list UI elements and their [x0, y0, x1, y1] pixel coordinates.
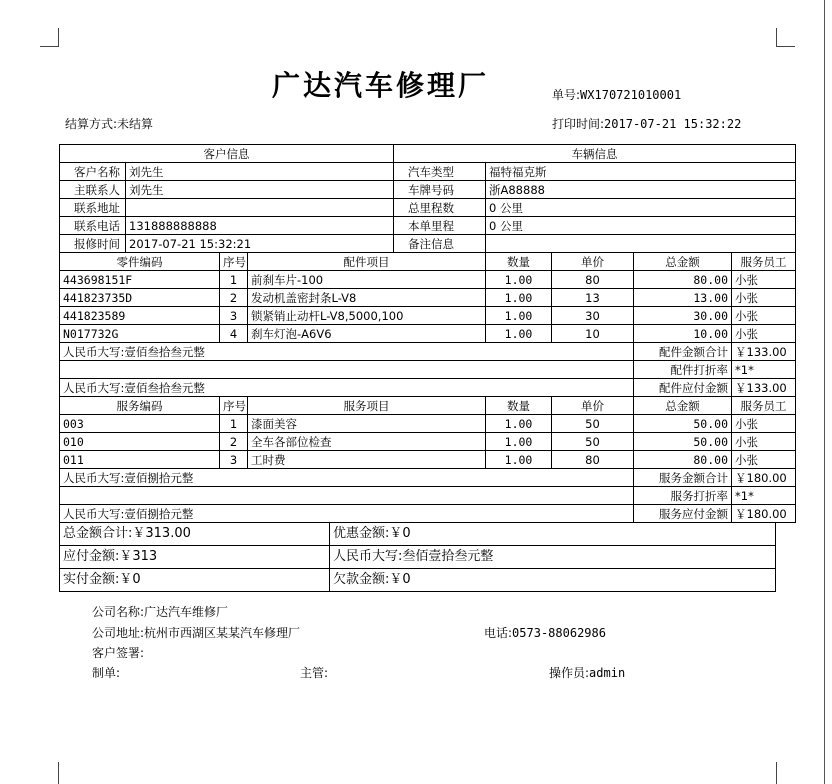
vehicle-field-value: 福特福克斯: [486, 163, 796, 181]
summary-payable-value: ￥313: [119, 549, 158, 564]
parts-discount-blank: [60, 361, 634, 379]
item-unit-price: 50: [552, 415, 634, 433]
vehicle-field-value: 0 公里: [486, 217, 796, 235]
item-code: 011: [60, 451, 220, 469]
company-phone: 电话:0573-88062986: [484, 626, 606, 640]
item-code: 441823735D: [60, 289, 220, 307]
services-total-value: ￥180.00: [732, 469, 796, 487]
services-discount-value: *1*: [732, 487, 796, 505]
services-header-item: 服务项目: [248, 397, 486, 415]
crop-mark-tr-v: [776, 28, 777, 47]
services-due-label: 服务应付金额: [634, 505, 732, 523]
parts-due-row: [60, 379, 796, 397]
item-number: 1: [220, 271, 248, 289]
services-header-staff: 服务员工: [732, 397, 796, 415]
item-number: 2: [220, 433, 248, 451]
vehicle-info-header: 车辆信息: [394, 145, 796, 163]
item-unit-price: 10: [552, 325, 634, 343]
settlement-method: [65, 115, 153, 132]
parts-header-item: 配件项目: [248, 253, 486, 271]
summary-total-value: ￥313.00: [132, 526, 191, 541]
item-code: 441823589: [60, 307, 220, 325]
services-header-no: 序号: [220, 397, 248, 415]
summary-cn-amount: 人民币大写:叁佰壹拾叁元整: [330, 546, 776, 569]
item-total: 50.00: [634, 433, 732, 451]
parts-due-label: 配件应付金额: [634, 379, 732, 397]
item-unit-price: 80: [552, 451, 634, 469]
customer-field-value: 131888888888: [126, 217, 394, 235]
table-row: [60, 433, 796, 451]
page-title: 广达汽车修理厂: [272, 69, 490, 102]
item-code: 010: [60, 433, 220, 451]
info-row: [60, 199, 796, 217]
services-total-label: 服务金额合计: [634, 469, 732, 487]
item-quantity: 1.00: [486, 307, 552, 325]
summary-row-2: [60, 546, 776, 569]
customer-field-label: 报修时间: [60, 235, 126, 253]
info-row: [60, 181, 796, 199]
item-code: 003: [60, 415, 220, 433]
item-number: 3: [220, 307, 248, 325]
table-row: [60, 415, 796, 433]
services-cn-amount: 人民币大写:壹佰捌拾元整: [60, 469, 634, 487]
item-staff: 小张: [732, 433, 796, 451]
summary-row-3: [60, 569, 776, 592]
info-header-row: [60, 145, 796, 163]
customer-field-value: [126, 199, 394, 217]
parts-header-no: 序号: [220, 253, 248, 271]
parts-cn-amount: 人民币大写:壹佰叁拾叁元整: [60, 343, 634, 361]
vehicle-field-label: 总里程数: [394, 199, 486, 217]
customer-field-value: 2017-07-21 15:32:21: [126, 235, 394, 253]
services-due-row: [60, 505, 796, 523]
page-edge: [824, 0, 825, 784]
table-row: [60, 307, 796, 325]
vehicle-field-label: 备注信息: [394, 235, 486, 253]
crop-mark-tl-h: [40, 46, 59, 47]
repair-order-table: [59, 144, 796, 523]
maker-label: 制单:: [92, 666, 121, 680]
summary-discount: 优惠金额:￥0: [330, 523, 776, 546]
parts-due-cn-amount: 人民币大写:壹佰叁拾叁元整: [60, 379, 634, 397]
info-row: [60, 217, 796, 235]
parts-total-value: ￥133.00: [732, 343, 796, 361]
item-unit-price: 50: [552, 433, 634, 451]
item-total: 80.00: [634, 451, 732, 469]
item-number: 4: [220, 325, 248, 343]
settlement-label: 结算方式:: [65, 117, 118, 131]
item-staff: 小张: [732, 289, 796, 307]
table-row: [60, 271, 796, 289]
info-rows: [60, 163, 796, 253]
parts-discount-value: *1*: [732, 361, 796, 379]
table-row: [60, 451, 796, 469]
customer-signature-label: 客户签署:: [92, 646, 145, 660]
item-number: 3: [220, 451, 248, 469]
company-address-value: 杭州市西湖区某某汽车修理厂: [144, 626, 301, 640]
table-row: [60, 325, 796, 343]
crop-mark-bl-v: [58, 762, 59, 784]
item-code: 443698151F: [60, 271, 220, 289]
company-name: 公司名称:广达汽车维修厂: [92, 605, 229, 619]
item-staff: 小张: [732, 325, 796, 343]
item-unit-price: 13: [552, 289, 634, 307]
summary-cn-value: 叁佰壹拾叁元整: [402, 549, 494, 564]
item-number: 1: [220, 415, 248, 433]
item-total: 50.00: [634, 415, 732, 433]
item-unit-price: 30: [552, 307, 634, 325]
vehicle-field-value: [486, 235, 796, 253]
item-name: 全车各部位检查: [248, 433, 486, 451]
item-quantity: 1.00: [486, 451, 552, 469]
parts-total-label: 配件金额合计: [634, 343, 732, 361]
services-rows: [60, 415, 796, 469]
summary-paid-value: ￥0: [119, 572, 141, 587]
parts-header-staff: 服务员工: [732, 253, 796, 271]
print-time-label: 打印时间:: [552, 117, 605, 131]
vehicle-field-value: 浙A88888: [486, 181, 796, 199]
services-header-total: 总金额: [634, 397, 732, 415]
services-discount-label: 服务打折率: [634, 487, 732, 505]
info-row: [60, 163, 796, 181]
services-due-cn-amount: 人民币大写:壹佰捌拾元整: [60, 505, 634, 523]
vehicle-field-label: 车牌号码: [394, 181, 486, 199]
item-number: 2: [220, 289, 248, 307]
company-phone-value: 0573-88062986: [512, 626, 606, 640]
item-total: 10.00: [634, 325, 732, 343]
customer-field-label: 联系地址: [60, 199, 126, 217]
summary-paid: 实付金额:￥0: [60, 569, 330, 592]
crop-mark-br-v: [776, 762, 777, 784]
item-staff: 小张: [732, 307, 796, 325]
summary-owed-value: ￥0: [389, 572, 411, 587]
item-total: 80.00: [634, 271, 732, 289]
item-quantity: 1.00: [486, 433, 552, 451]
item-quantity: 1.00: [486, 415, 552, 433]
services-header-row: [60, 397, 796, 415]
item-total: 13.00: [634, 289, 732, 307]
item-staff: 小张: [732, 415, 796, 433]
services-discount-blank: [60, 487, 634, 505]
services-header-price: 单价: [552, 397, 634, 415]
parts-discount-row: [60, 361, 796, 379]
parts-header-row: [60, 253, 796, 271]
summary-payable: 应付金额:￥313: [60, 546, 330, 569]
customer-field-label: 客户名称: [60, 163, 126, 181]
vehicle-field-label: 汽车类型: [394, 163, 486, 181]
parts-discount-label: 配件打折率: [634, 361, 732, 379]
item-name: 刹车灯泡-A6V6: [248, 325, 486, 343]
supervisor-label: 主管:: [300, 666, 329, 680]
parts-total-row: [60, 343, 796, 361]
services-due-value: ￥180.00: [732, 505, 796, 523]
company-address: 公司地址:杭州市西湖区某某汽车修理厂: [92, 626, 301, 640]
item-code: N017732G: [60, 325, 220, 343]
item-name: 前刹车片-100: [248, 271, 486, 289]
summary-discount-value: ￥0: [389, 526, 411, 541]
customer-field-value: 刘先生: [126, 181, 394, 199]
services-discount-row: [60, 487, 796, 505]
info-row: [60, 235, 796, 253]
item-unit-price: 80: [552, 271, 634, 289]
operator-value: admin: [589, 666, 626, 680]
customer-field-label: 主联系人: [60, 181, 126, 199]
summary-total: 总金额合计:￥313.00: [60, 523, 330, 546]
parts-header-price: 单价: [552, 253, 634, 271]
order-number-label: 单号:: [552, 88, 581, 102]
customer-field-value: 刘先生: [126, 163, 394, 181]
services-total-row: [60, 469, 796, 487]
parts-rows: [60, 271, 796, 343]
customer-field-label: 联系电话: [60, 217, 126, 235]
item-name: 发动机盖密封条L-V8: [248, 289, 486, 307]
order-number-value: WX170721010001: [580, 88, 682, 102]
table-row: [60, 289, 796, 307]
operator: 操作员:admin: [549, 666, 626, 680]
summary-row-1: [60, 523, 776, 546]
order-number: [552, 86, 681, 103]
item-staff: 小张: [732, 271, 796, 289]
summary-table: [59, 522, 776, 592]
customer-info-header: 客户信息: [60, 145, 394, 163]
item-quantity: 1.00: [486, 271, 552, 289]
parts-header-total: 总金额: [634, 253, 732, 271]
crop-mark-tr-h: [776, 46, 795, 47]
item-quantity: 1.00: [486, 325, 552, 343]
services-header-code: 服务编码: [60, 397, 220, 415]
item-quantity: 1.00: [486, 289, 552, 307]
print-time: [552, 115, 741, 132]
parts-header-code: 零件编码: [60, 253, 220, 271]
parts-due-value: ￥133.00: [732, 379, 796, 397]
company-name-value: 广达汽车维修厂: [144, 605, 229, 619]
item-total: 30.00: [634, 307, 732, 325]
item-name: 漆面美容: [248, 415, 486, 433]
vehicle-field-value: 0 公里: [486, 199, 796, 217]
vehicle-field-label: 本单里程: [394, 217, 486, 235]
item-staff: 小张: [732, 451, 796, 469]
crop-mark-tl-v: [58, 28, 59, 47]
settlement-value: 未结算: [117, 117, 154, 131]
item-name: 锁紧销止动杆L-V8,5000,100: [248, 307, 486, 325]
item-name: 工时费: [248, 451, 486, 469]
summary-owed: 欠款金额:￥0: [330, 569, 776, 592]
print-time-value: 2017-07-21 15:32:22: [604, 117, 742, 131]
services-header-qty: 数量: [486, 397, 552, 415]
parts-header-qty: 数量: [486, 253, 552, 271]
